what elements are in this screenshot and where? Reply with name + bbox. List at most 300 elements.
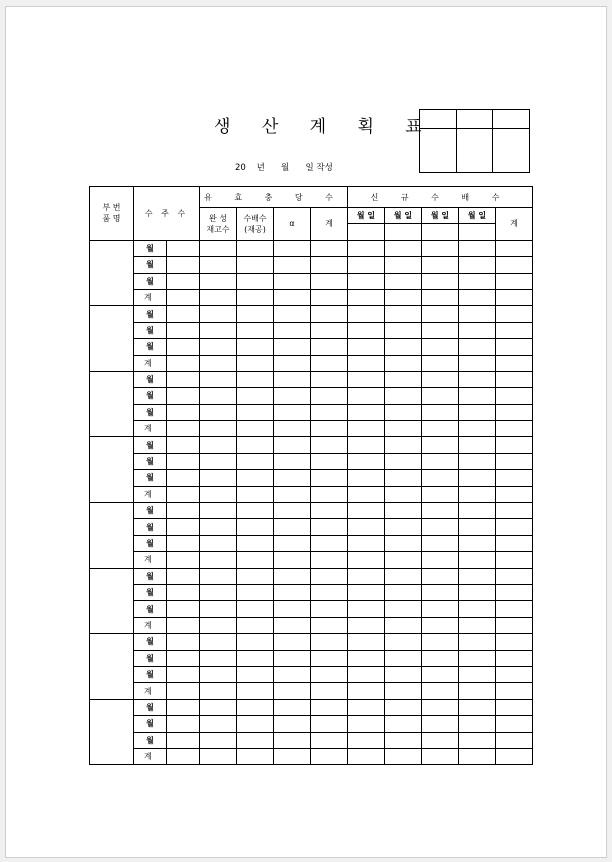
data-cell[interactable] [422,470,459,486]
data-cell[interactable] [422,289,459,305]
data-cell[interactable] [311,388,348,404]
data-cell[interactable] [311,273,348,289]
data-cell[interactable] [459,486,496,502]
data-cell[interactable] [385,289,422,305]
data-cell[interactable] [237,371,274,387]
data-cell[interactable] [274,650,311,666]
data-cell[interactable] [274,552,311,568]
data-cell[interactable] [422,552,459,568]
data-cell[interactable] [496,683,533,699]
data-cell[interactable] [311,486,348,502]
data-cell[interactable] [348,634,385,650]
data-cell[interactable] [167,732,200,748]
data-cell[interactable] [385,568,422,584]
data-cell[interactable] [237,748,274,764]
data-cell[interactable] [274,453,311,469]
data-cell[interactable] [167,748,200,764]
data-cell[interactable] [237,257,274,273]
data-cell[interactable] [348,601,385,617]
data-cell[interactable] [237,634,274,650]
data-cell[interactable] [459,421,496,437]
data-cell[interactable] [167,322,200,338]
data-cell[interactable] [348,617,385,633]
data-cell[interactable] [274,601,311,617]
data-cell[interactable] [496,634,533,650]
data-cell[interactable] [200,601,237,617]
data-cell[interactable] [385,650,422,666]
data-cell[interactable] [348,273,385,289]
data-cell[interactable] [459,371,496,387]
data-cell[interactable] [348,371,385,387]
data-cell[interactable] [274,584,311,600]
data-cell[interactable] [422,650,459,666]
data-cell[interactable] [237,584,274,600]
data-cell[interactable] [422,732,459,748]
data-cell[interactable] [385,322,422,338]
data-cell[interactable] [422,535,459,551]
data-cell[interactable] [274,257,311,273]
data-cell[interactable] [385,748,422,764]
data-cell[interactable] [311,339,348,355]
data-cell[interactable] [274,503,311,519]
data-cell[interactable] [385,306,422,322]
data-cell[interactable] [311,552,348,568]
data-cell[interactable] [311,650,348,666]
data-cell[interactable] [167,486,200,502]
data-cell[interactable] [496,289,533,305]
data-cell[interactable] [200,355,237,371]
data-cell[interactable] [311,404,348,420]
data-cell[interactable] [422,519,459,535]
data-cell[interactable] [237,519,274,535]
data-cell[interactable] [422,486,459,502]
data-cell[interactable] [274,699,311,715]
data-cell[interactable] [167,306,200,322]
part-name-cell[interactable] [90,371,134,437]
data-cell[interactable] [422,371,459,387]
data-cell[interactable] [496,355,533,371]
data-cell[interactable] [237,568,274,584]
data-cell[interactable] [459,240,496,256]
data-cell[interactable] [167,519,200,535]
data-cell[interactable] [274,617,311,633]
data-cell[interactable] [311,421,348,437]
data-cell[interactable] [311,257,348,273]
data-cell[interactable] [200,535,237,551]
data-cell[interactable] [311,748,348,764]
data-cell[interactable] [274,289,311,305]
data-cell[interactable] [274,535,311,551]
data-cell[interactable] [422,404,459,420]
data-cell[interactable] [496,257,533,273]
data-cell[interactable] [496,519,533,535]
data-cell[interactable] [200,732,237,748]
data-cell[interactable] [200,240,237,256]
data-cell[interactable] [385,470,422,486]
data-cell[interactable] [496,535,533,551]
data-cell[interactable] [311,732,348,748]
data-cell[interactable] [311,519,348,535]
data-cell[interactable] [200,666,237,682]
data-cell[interactable] [459,699,496,715]
data-cell[interactable] [311,568,348,584]
data-cell[interactable] [385,535,422,551]
data-cell[interactable] [496,306,533,322]
data-cell[interactable] [422,421,459,437]
data-cell[interactable] [274,355,311,371]
data-cell[interactable] [496,486,533,502]
data-cell[interactable] [237,355,274,371]
data-cell[interactable] [167,584,200,600]
data-cell[interactable] [200,716,237,732]
data-cell[interactable] [496,470,533,486]
data-cell[interactable] [496,732,533,748]
data-cell[interactable] [459,650,496,666]
data-cell[interactable] [167,453,200,469]
data-cell[interactable] [422,355,459,371]
data-cell[interactable] [237,289,274,305]
data-cell[interactable] [459,273,496,289]
data-cell[interactable] [311,503,348,519]
data-cell[interactable] [200,568,237,584]
data-cell[interactable] [459,339,496,355]
data-cell[interactable] [459,388,496,404]
data-cell[interactable] [167,421,200,437]
data-cell[interactable] [274,666,311,682]
data-cell[interactable] [237,699,274,715]
data-cell[interactable] [348,716,385,732]
data-cell[interactable] [274,322,311,338]
data-cell[interactable] [348,552,385,568]
part-name-cell[interactable] [90,634,134,700]
data-cell[interactable] [496,273,533,289]
data-cell[interactable] [311,601,348,617]
data-cell[interactable] [311,634,348,650]
data-cell[interactable] [200,306,237,322]
data-cell[interactable] [237,404,274,420]
data-cell[interactable] [459,322,496,338]
data-cell[interactable] [200,388,237,404]
data-cell[interactable] [496,568,533,584]
data-cell[interactable] [348,584,385,600]
data-cell[interactable] [422,716,459,732]
data-cell[interactable] [348,666,385,682]
data-cell[interactable] [459,552,496,568]
data-cell[interactable] [274,421,311,437]
data-cell[interactable] [459,584,496,600]
data-cell[interactable] [237,322,274,338]
data-cell[interactable] [385,601,422,617]
data-cell[interactable] [167,650,200,666]
data-cell[interactable] [496,601,533,617]
data-cell[interactable] [200,371,237,387]
data-cell[interactable] [459,666,496,682]
data-cell[interactable] [459,355,496,371]
data-cell[interactable] [167,552,200,568]
data-cell[interactable] [385,716,422,732]
data-cell[interactable] [459,257,496,273]
data-cell[interactable] [496,716,533,732]
data-cell[interactable] [237,535,274,551]
data-cell[interactable] [422,748,459,764]
data-cell[interactable] [385,584,422,600]
data-cell[interactable] [167,699,200,715]
data-cell[interactable] [200,322,237,338]
data-cell[interactable] [167,404,200,420]
data-cell[interactable] [274,339,311,355]
data-cell[interactable] [200,650,237,666]
data-cell[interactable] [459,519,496,535]
data-cell[interactable] [385,355,422,371]
data-cell[interactable] [422,568,459,584]
data-cell[interactable] [422,699,459,715]
data-cell[interactable] [311,437,348,453]
data-cell[interactable] [237,552,274,568]
data-cell[interactable] [496,748,533,764]
data-cell[interactable] [237,683,274,699]
data-cell[interactable] [348,257,385,273]
data-cell[interactable] [459,404,496,420]
data-cell[interactable] [237,650,274,666]
data-cell[interactable] [274,470,311,486]
data-cell[interactable] [200,470,237,486]
data-cell[interactable] [167,289,200,305]
data-cell[interactable] [496,617,533,633]
data-cell[interactable] [200,748,237,764]
data-cell[interactable] [385,388,422,404]
data-cell[interactable] [422,339,459,355]
data-cell[interactable] [385,503,422,519]
data-cell[interactable] [237,503,274,519]
data-cell[interactable] [348,339,385,355]
data-cell[interactable] [348,404,385,420]
data-cell[interactable] [274,748,311,764]
data-cell[interactable] [311,535,348,551]
data-cell[interactable] [311,322,348,338]
data-cell[interactable] [167,535,200,551]
data-cell[interactable] [459,732,496,748]
data-cell[interactable] [200,617,237,633]
data-cell[interactable] [311,371,348,387]
data-cell[interactable] [237,240,274,256]
data-cell[interactable] [422,584,459,600]
part-name-cell[interactable] [90,568,134,634]
data-cell[interactable] [348,683,385,699]
data-cell[interactable] [200,404,237,420]
data-cell[interactable] [274,388,311,404]
data-cell[interactable] [274,519,311,535]
data-cell[interactable] [385,666,422,682]
data-cell[interactable] [459,601,496,617]
data-cell[interactable] [385,339,422,355]
data-cell[interactable] [496,650,533,666]
data-cell[interactable] [385,519,422,535]
data-cell[interactable] [237,421,274,437]
data-cell[interactable] [348,306,385,322]
data-cell[interactable] [422,322,459,338]
part-name-cell[interactable] [90,437,134,503]
data-cell[interactable] [422,240,459,256]
data-cell[interactable] [459,453,496,469]
data-cell[interactable] [348,699,385,715]
data-cell[interactable] [496,404,533,420]
data-cell[interactable] [385,240,422,256]
data-cell[interactable] [311,355,348,371]
data-cell[interactable] [274,404,311,420]
data-cell[interactable] [422,683,459,699]
data-cell[interactable] [348,388,385,404]
data-cell[interactable] [200,486,237,502]
data-cell[interactable] [496,322,533,338]
data-cell[interactable] [422,388,459,404]
data-cell[interactable] [459,617,496,633]
data-cell[interactable] [348,535,385,551]
data-cell[interactable] [348,453,385,469]
data-cell[interactable] [311,306,348,322]
data-cell[interactable] [274,568,311,584]
data-cell[interactable] [385,699,422,715]
data-cell[interactable] [237,716,274,732]
data-cell[interactable] [167,470,200,486]
data-cell[interactable] [496,388,533,404]
data-cell[interactable] [200,289,237,305]
data-cell[interactable] [422,306,459,322]
data-cell[interactable] [311,584,348,600]
data-cell[interactable] [385,404,422,420]
data-cell[interactable] [459,470,496,486]
data-cell[interactable] [200,683,237,699]
data-cell[interactable] [200,503,237,519]
data-cell[interactable] [385,552,422,568]
data-cell[interactable] [422,437,459,453]
data-cell[interactable] [348,289,385,305]
data-cell[interactable] [459,568,496,584]
data-cell[interactable] [422,503,459,519]
data-cell[interactable] [200,634,237,650]
data-cell[interactable] [422,666,459,682]
data-cell[interactable] [200,552,237,568]
data-cell[interactable] [348,748,385,764]
data-cell[interactable] [348,568,385,584]
data-cell[interactable] [167,437,200,453]
data-cell[interactable] [459,716,496,732]
data-cell[interactable] [496,339,533,355]
data-cell[interactable] [237,617,274,633]
data-cell[interactable] [422,601,459,617]
part-name-cell[interactable] [90,503,134,569]
data-cell[interactable] [274,634,311,650]
data-cell[interactable] [237,666,274,682]
data-cell[interactable] [496,240,533,256]
data-cell[interactable] [422,634,459,650]
data-cell[interactable] [311,470,348,486]
data-cell[interactable] [167,339,200,355]
data-cell[interactable] [459,634,496,650]
data-cell[interactable] [167,388,200,404]
data-cell[interactable] [348,421,385,437]
data-cell[interactable] [496,503,533,519]
data-cell[interactable] [385,421,422,437]
data-cell[interactable] [348,240,385,256]
data-cell[interactable] [422,617,459,633]
data-cell[interactable] [348,503,385,519]
data-cell[interactable] [496,666,533,682]
data-cell[interactable] [385,453,422,469]
data-cell[interactable] [274,273,311,289]
data-cell[interactable] [496,552,533,568]
data-cell[interactable] [237,306,274,322]
data-cell[interactable] [167,355,200,371]
data-cell[interactable] [385,683,422,699]
data-cell[interactable] [348,486,385,502]
data-cell[interactable] [348,519,385,535]
data-cell[interactable] [348,355,385,371]
data-cell[interactable] [311,289,348,305]
data-cell[interactable] [237,273,274,289]
data-cell[interactable] [274,306,311,322]
data-cell[interactable] [459,289,496,305]
data-cell[interactable] [237,470,274,486]
data-cell[interactable] [200,273,237,289]
data-cell[interactable] [167,568,200,584]
part-name-cell[interactable] [90,240,134,306]
data-cell[interactable] [496,584,533,600]
data-cell[interactable] [167,601,200,617]
data-cell[interactable] [348,732,385,748]
data-cell[interactable] [167,617,200,633]
data-cell[interactable] [167,273,200,289]
data-cell[interactable] [496,421,533,437]
data-cell[interactable] [496,453,533,469]
data-cell[interactable] [385,486,422,502]
data-cell[interactable] [237,388,274,404]
data-cell[interactable] [311,240,348,256]
data-cell[interactable] [167,666,200,682]
data-cell[interactable] [167,503,200,519]
data-cell[interactable] [167,716,200,732]
data-cell[interactable] [237,339,274,355]
data-cell[interactable] [311,453,348,469]
data-cell[interactable] [200,453,237,469]
data-cell[interactable] [200,699,237,715]
data-cell[interactable] [167,683,200,699]
data-cell[interactable] [274,437,311,453]
data-cell[interactable] [348,650,385,666]
data-cell[interactable] [311,716,348,732]
data-cell[interactable] [200,421,237,437]
data-cell[interactable] [200,519,237,535]
data-cell[interactable] [459,535,496,551]
part-name-cell[interactable] [90,699,134,765]
data-cell[interactable] [459,306,496,322]
data-cell[interactable] [311,617,348,633]
data-cell[interactable] [311,683,348,699]
data-cell[interactable] [422,273,459,289]
data-cell[interactable] [311,699,348,715]
data-cell[interactable] [496,699,533,715]
data-cell[interactable] [200,437,237,453]
data-cell[interactable] [459,437,496,453]
data-cell[interactable] [311,666,348,682]
data-cell[interactable] [274,732,311,748]
data-cell[interactable] [167,257,200,273]
data-cell[interactable] [167,634,200,650]
data-cell[interactable] [167,240,200,256]
data-cell[interactable] [385,257,422,273]
data-cell[interactable] [237,601,274,617]
data-cell[interactable] [200,584,237,600]
data-cell[interactable] [200,257,237,273]
